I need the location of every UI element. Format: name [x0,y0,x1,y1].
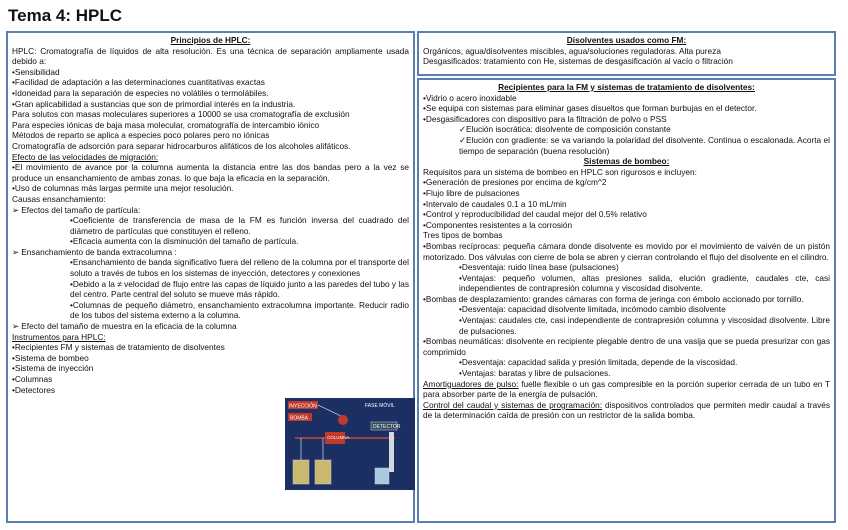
page-title: Tema 4: HPLC [8,6,122,25]
extracolumn-item: ➢ Ensanchamiento de banda extracolumna : [12,246,177,257]
pulse-dampers-label: Amortiguadores de pulso: [423,378,519,389]
list-item: •Se equipa con sistemas para eliminar gases disueltos que forman burbujas en el detector. [423,103,757,114]
solvent-bottle [315,460,331,484]
hplc-intro: HPLC: Cromatografía de líquidos de alta resolución. Es una técnica de separación ampliamente usada debido a: [12,45,409,67]
solvent-bottle [293,460,309,484]
text-line: Cromatografía de adsorción para separar hidrocarburos alifáticos de los alcoholes alifáticos. [12,140,351,151]
hplc-diagram [285,398,415,490]
diagram-label: FASE MÓVIL [365,403,395,409]
flow-control-text: dispositivos controlados que permiten medir caudal a través de la determinación caída de presión con un restrictor de la salida bomba. [423,399,831,421]
requirement-item: •Componentes resistentes a la corrosión [423,219,573,230]
diagram-label: DETECTOR [373,424,401,430]
containers-header: Recipientes para la FM y sistemas de tratamiento de disolventes: [498,82,755,92]
pneumatic-pumps: •Bombas neumáticas: disolvente en recipiente plegable dentro de una vasija que se pueda presurizar con gas comprimido [423,336,830,357]
particle-detail: •Eficacia aumenta con la disminución del tamaño de partícula. [70,236,299,247]
hplc-diagram-svg [285,398,415,490]
list-item: •Vidrio o acero inoxidable [423,92,517,103]
migration-text: •El movimiento de avance por la columna aumenta la distancia entre las dos bandas pero a la vez se produce un ensanchamiento de ambas zonas. lo que baja la eficacia en la separación. [12,162,409,183]
principles-header: Principios de HPLC: [170,35,251,45]
flow-control [423,400,830,421]
instrument-item: •Columnas [12,374,53,384]
particle-size-item: ➢ Efectos del tamaño de partícula: [12,204,141,215]
flow-control-label: Control del caudal y sistemas de programación: [423,399,603,410]
instrument-item: •Recipientes FM y sistemas de tratamiento de disolventes [12,342,225,353]
pump-disadvantage: •Desventaja: ruido línea base (pulsaciones) [459,262,619,273]
list-item: •Gran aplicabilidad a sustancias que son de primordial interés en la industria. [12,98,296,109]
diagram-label: COLUMNA [327,435,350,440]
list-item: •Desgasificadores con dispositivo para la filtración de polvo o PSS [423,113,667,124]
requirement-item: •Generación de presiones por encima de kg/cm^2 [423,177,607,188]
causes-label: Causas ensanchamiento: [12,193,106,204]
extracolumn-detail: •Columnas de pequeño diámetro, ensanchamiento extracolumna importante. Reducir radio de los tubos del sistema externo a la columna. [70,299,409,321]
long-columns-text: •Uso de columnas más largas permite una mejor resolución. [12,183,234,194]
pulse-dampers [423,379,830,400]
reciprocating-pumps: •Bombas recíprocas: pequeña cámara donde disolvente es movido por el movimiento de vaivén de un pistón motorizado. Dos válvulas con cierre de bola se abren y cierran controlando el flujo del disolvente en el cilindro. [423,240,830,262]
list-item: •Sensibilidad [12,66,60,77]
instrument-item: •Sistema de inyección [12,363,94,374]
extracolumn-detail: •Debido a la ≠ velocidad de flujo entre las capas de líquido junto a las paredes del tubo y las del centro. Parte central del soluto se mueve más rápido. [70,278,409,300]
instruments-header: Instrumentos para HPLC: [12,331,106,342]
requirement-item: •Flujo libre de pulsaciones [423,187,520,198]
elution-item: ✓Elución isocrática: disolvente de composición constante [459,124,671,135]
list-item: •Idoneidad para la separación de especies no volátiles o termolábiles. [12,87,269,98]
particle-detail: •Coeficiente de transferencia de masa de la FM es función inversa del cuadrado del diámetro de partículas que constituyen el relleno. [70,215,409,236]
sample-size-item: ➢ Efecto del tamaño de muestra en la eficacia de la columna [12,321,237,332]
diagram-label: BOMBA [290,415,309,422]
waste-bottle [375,468,389,484]
containers-pumps-panel [417,78,836,523]
solvents-header: Disolventes usados como FM: [566,35,687,45]
requirement-item: •Intervalo de caudales 0.1 a 10 mL/min [423,198,567,209]
migration-header: Efecto de las velocidades de migración: [12,151,159,162]
pump-advantage: •Ventajas: caudales cte, casi independiente de contrapresión columna y viscosidad disolvente. Libre de pulsaciones. [459,315,830,336]
requirement-item: •Control y reproducibilidad del caudal mejor del 0.5% relativo [423,209,647,220]
requirements-text: Requisitos para un sistema de bombeo en HPLC son rigurosos e incluyen: [423,166,697,177]
list-item: •Facilidad de adaptación a las determinaciones cuantitativas exactas [12,77,265,88]
pump-disadvantage: •Desventaja: capacidad salida y presión limitada, depende de la viscosidad. [459,357,738,368]
instrument-item: •Detectores [12,384,56,395]
extracolumn-detail: •Ensanchamiento de banda significativo fuera del relleno de la columna por el transporte del soluto a través de tubos en los sistemas de inyección, detectores y conexiones [70,257,409,279]
pump-advantage: •Ventajas: pequeño volumen, altas presiones salida, elución gradiente, caudales cte, casi independientes de contrapresión columna y viscosidad disolvente. [459,272,830,294]
elution-item: ✓Elución con gradiente: se va variando la polaridad del disolvente. Continua o escalonada. Acorta el tiempo de separación (buena resolución) [459,134,830,156]
solvents-line: Desgasificados: tratamiento con He, sistemas de desgasificación al vacío o filtración [423,56,733,67]
pump-types-label: Tres tipos de bombas [423,230,503,241]
pump-systems-header: Sistemas de bombeo: [583,156,670,167]
instrument-item: •Sistema de bombeo [12,352,89,363]
pump-advantage: •Ventajas: baratas y libre de pulsaciones. [459,368,611,379]
diagram-label: INYECCIÓN [289,403,317,410]
text-line: Para especies iónicas de baja masa molecular, cromatografía de intercambio iónico [12,119,320,130]
solvents-panel [417,31,836,76]
solvents-line: Orgánicos, agua/disolventes miscibles, agua/soluciones reguladoras. Alta pureza [423,45,721,56]
text-line: Métodos de reparto se aplica a especies poco polares pero no iónicas [12,130,270,141]
text-line: Para solutos con masas moleculares superiores a 10000 se usa cromatografía de exclusión [12,109,350,120]
displacement-pumps: •Bombas de desplazamiento: grandes cámaras con forma de jeringa con émbolo accionado por tornillo. [423,293,804,304]
pump-disadvantage: •Desventaja: capacidad disolvente limitada, incómodo cambio disolvente [459,304,726,315]
pulse-dampers-text: fuelle flexible o un gas compresible en la porción superior cerrada de un tubo en T para absorber parte de la energía de pulsación. [423,378,830,400]
